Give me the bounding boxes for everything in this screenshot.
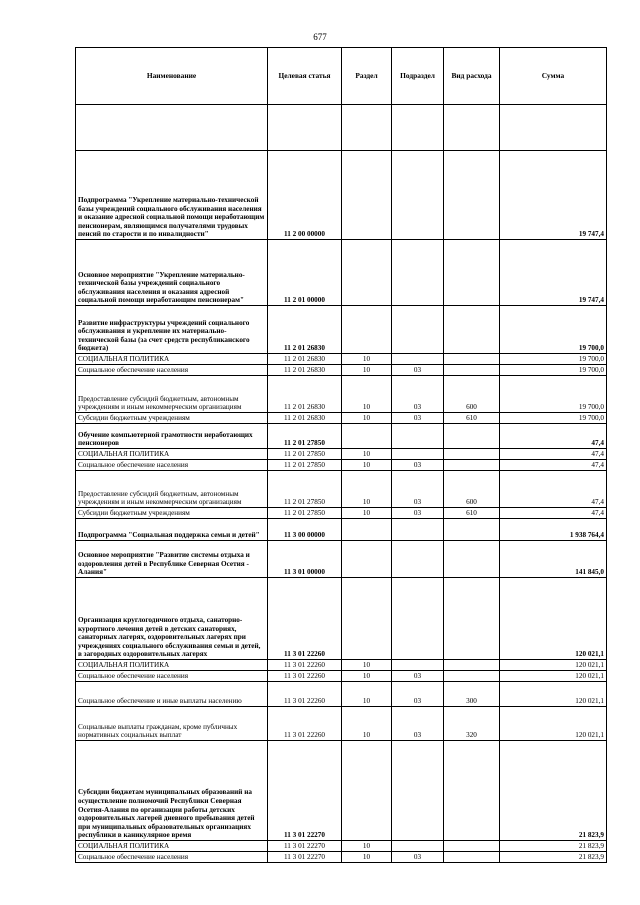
cell-subsection: 03: [392, 365, 444, 376]
cell-sum: 141 845,0: [500, 541, 607, 578]
cell-code: 11 2 01 26830: [268, 365, 342, 376]
cell-code: 11 2 01 27850: [268, 424, 342, 449]
cell-sum: 19 700,0: [500, 365, 607, 376]
cell-exp-type: [444, 519, 500, 541]
cell-exp-type: [444, 660, 500, 671]
cell-exp-type: [444, 852, 500, 863]
table-row: [76, 852, 607, 863]
cell-name: Социальное обеспечение населения: [76, 365, 268, 376]
header-section: Раздел: [342, 48, 392, 105]
cell-code: 11 3 01 22260: [268, 682, 342, 707]
header-subsection: Подраздел: [392, 48, 444, 105]
cell-exp-type: 600: [444, 376, 500, 413]
cell-name: Основное мероприятие "Развитие системы отдыха и оздоровления детей в Республике Северная Осетия - Алания": [76, 541, 268, 578]
cell-sum: 19 747,4: [500, 240, 607, 306]
cell-name: Предоставление субсидий бюджетным, автономным учреждениям и иным некоммерческим организациям: [76, 376, 268, 413]
cell-section: 10: [342, 852, 392, 863]
cell-section: 10: [342, 471, 392, 508]
cell-section: 10: [342, 707, 392, 741]
table-row: [76, 741, 607, 841]
cell-name: СОЦИАЛЬНАЯ ПОЛИТИКА: [76, 660, 268, 671]
cell-subsection: [392, 424, 444, 449]
cell-name: СОЦИАЛЬНАЯ ПОЛИТИКА: [76, 841, 268, 852]
cell-exp-type: 320: [444, 707, 500, 741]
cell-subsection: 03: [392, 707, 444, 741]
cell-section: [342, 424, 392, 449]
cell-exp-type: [444, 841, 500, 852]
cell-section: 10: [342, 365, 392, 376]
cell-sum: 19 700,0: [500, 376, 607, 413]
cell-name: Подпрограмма "Укрепление материально-технической базы учреждений социального обслуживания населения и оказание адресной социальной помощи неработающим пенсионерам, являющимся получателями трудовых пенсий по старости и по инвалидности": [76, 151, 268, 240]
cell-section: 10: [342, 460, 392, 471]
cell-section: 10: [342, 682, 392, 707]
header-row: [76, 48, 607, 105]
cell-exp-type: [444, 151, 500, 240]
cell-sum: 1 938 764,4: [500, 519, 607, 541]
cell-section: [342, 240, 392, 306]
cell-code: 11 2 01 26830: [268, 306, 342, 354]
cell-name: СОЦИАЛЬНАЯ ПОЛИТИКА: [76, 354, 268, 365]
cell-code: 11 3 01 22270: [268, 741, 342, 841]
header-sum: Сумма: [500, 48, 607, 105]
cell-name: Социальное обеспечение и иные выплаты населению: [76, 682, 268, 707]
cell-name: СОЦИАЛЬНАЯ ПОЛИТИКА: [76, 449, 268, 460]
cell-sum: 47,4: [500, 508, 607, 519]
cell-section: [342, 578, 392, 660]
cell-subsection: 03: [392, 460, 444, 471]
cell-exp-type: [444, 741, 500, 841]
cell-section: 10: [342, 508, 392, 519]
cell-exp-type: 610: [444, 508, 500, 519]
cell-subsection: [392, 354, 444, 365]
cell-subsection: [392, 306, 444, 354]
cell-subsection: 03: [392, 413, 444, 424]
cell-code: 11 3 01 22260: [268, 671, 342, 682]
cell-sum: 19 700,0: [500, 354, 607, 365]
cell-exp-type: [444, 306, 500, 354]
cell-name: Субсидии бюджетным учреждениям: [76, 508, 268, 519]
cell-exp-type: [444, 541, 500, 578]
cell-sum: 47,4: [500, 449, 607, 460]
cell-sum: 120 021,1: [500, 682, 607, 707]
cell-code: 11 2 01 27850: [268, 508, 342, 519]
cell-subsection: [392, 578, 444, 660]
cell-exp-type: 610: [444, 413, 500, 424]
cell-code: 11 2 01 26830: [268, 354, 342, 365]
cell-section: 10: [342, 413, 392, 424]
table-row: [76, 707, 607, 741]
cell-code: 11 3 01 00000: [268, 541, 342, 578]
cell-subsection: [392, 741, 444, 841]
table-row: [76, 682, 607, 707]
cell-section: 10: [342, 376, 392, 413]
table-row: [76, 413, 607, 424]
cell-exp-type: [444, 354, 500, 365]
cell-subsection: 03: [392, 671, 444, 682]
cell-code: 11 3 01 22260: [268, 578, 342, 660]
cell-section: 10: [342, 660, 392, 671]
table-row: [76, 376, 607, 413]
table-row: [76, 508, 607, 519]
header-spacer-row: [76, 105, 607, 151]
cell-subsection: [392, 449, 444, 460]
cell-name: Социальные выплаты гражданам, кроме публичных нормативных социальных выплат: [76, 707, 268, 741]
cell-subsection: 03: [392, 508, 444, 519]
cell-subsection: 03: [392, 376, 444, 413]
cell-section: [342, 519, 392, 541]
cell-code: 11 2 01 00000: [268, 240, 342, 306]
budget-table: [75, 47, 607, 863]
cell-sum: 47,4: [500, 471, 607, 508]
cell-section: 10: [342, 354, 392, 365]
cell-subsection: 03: [392, 852, 444, 863]
cell-code: 11 2 01 26830: [268, 413, 342, 424]
cell-sum: 47,4: [500, 424, 607, 449]
cell-code: 11 2 01 27850: [268, 471, 342, 508]
cell-subsection: [392, 151, 444, 240]
cell-name: Обучение компьютерной грамотности неработающих пенсионеров: [76, 424, 268, 449]
cell-exp-type: [444, 365, 500, 376]
cell-section: [342, 541, 392, 578]
cell-name: Социальное обеспечение населения: [76, 671, 268, 682]
cell-name: Предоставление субсидий бюджетным, автономным учреждениям и иным некоммерческим организациям: [76, 471, 268, 508]
cell-subsection: [392, 240, 444, 306]
cell-name: Подпрограмма "Социальная поддержка семьи и детей": [76, 519, 268, 541]
cell-sum: 19 700,0: [500, 306, 607, 354]
cell-name: Развитие инфраструктуры учреждений социального обслуживания и укрепление их материально-технической базы (за счет средств республиканского бюджета): [76, 306, 268, 354]
cell-code: 11 2 01 27850: [268, 460, 342, 471]
cell-subsection: 03: [392, 471, 444, 508]
cell-section: [342, 306, 392, 354]
table-row: [76, 240, 607, 306]
cell-sum: 21 823,9: [500, 741, 607, 841]
table-row: [76, 424, 607, 449]
header-code: Целевая статья: [268, 48, 342, 105]
cell-name: Субсидии бюджетам муниципальных образований на осуществление полномочий Республики Северная Осетия-Алания по организации работы детских оздоровительных лагерей дневного пребывания детей при муниципальных образовательных организациях республики в каникулярное время: [76, 741, 268, 841]
table-row: [76, 460, 607, 471]
cell-name: Основное мероприятие "Укрепление материально-технической базы учреждений социального обслуживания населения и оказания адресной социальной помощи неработающим пенсионерам": [76, 240, 268, 306]
cell-sum: 120 021,1: [500, 707, 607, 741]
cell-code: 11 2 00 00000: [268, 151, 342, 240]
cell-name: Организация круглогодичного отдыха, санаторно-курортного лечения детей в детских санаториях, санаторных лагерях, оздоровительных лагерях при учреждениях социального обслуживания семьи и детей, в загородных оздоровительных лагерях: [76, 578, 268, 660]
cell-name: Субсидии бюджетным учреждениям: [76, 413, 268, 424]
cell-code: 11 3 01 22260: [268, 660, 342, 671]
cell-sum: 21 823,9: [500, 852, 607, 863]
header-name: Наименование: [76, 48, 268, 105]
cell-section: 10: [342, 449, 392, 460]
cell-sum: 120 021,1: [500, 660, 607, 671]
cell-name: Социальное обеспечение населения: [76, 460, 268, 471]
page-number: 677: [313, 32, 327, 42]
cell-subsection: [392, 519, 444, 541]
table-row: [76, 151, 607, 240]
cell-section: [342, 151, 392, 240]
cell-code: 11 3 01 22270: [268, 841, 342, 852]
cell-sum: 19 700,0: [500, 413, 607, 424]
cell-exp-type: [444, 424, 500, 449]
cell-code: 11 2 01 27850: [268, 449, 342, 460]
cell-exp-type: [444, 449, 500, 460]
cell-section: 10: [342, 841, 392, 852]
table-row: [76, 671, 607, 682]
header-exp-type: Вид расхода: [444, 48, 500, 105]
cell-sum: 120 021,1: [500, 578, 607, 660]
cell-exp-type: [444, 240, 500, 306]
cell-sum: 19 747,4: [500, 151, 607, 240]
table-row: [76, 365, 607, 376]
table-row: [76, 660, 607, 671]
table-row: [76, 541, 607, 578]
cell-subsection: [392, 541, 444, 578]
cell-exp-type: [444, 671, 500, 682]
cell-subsection: 03: [392, 682, 444, 707]
table-row: [76, 354, 607, 365]
cell-sum: 47,4: [500, 460, 607, 471]
cell-exp-type: [444, 460, 500, 471]
cell-subsection: [392, 660, 444, 671]
cell-name: Социальное обеспечение населения: [76, 852, 268, 863]
cell-code: 11 3 01 22270: [268, 852, 342, 863]
cell-exp-type: 300: [444, 682, 500, 707]
cell-sum: 120 021,1: [500, 671, 607, 682]
cell-sum: 21 823,9: [500, 841, 607, 852]
cell-exp-type: [444, 578, 500, 660]
table-row: [76, 578, 607, 660]
cell-exp-type: 600: [444, 471, 500, 508]
cell-code: 11 3 01 22260: [268, 707, 342, 741]
cell-section: 10: [342, 671, 392, 682]
table-row: [76, 306, 607, 354]
table-row: [76, 519, 607, 541]
cell-subsection: [392, 841, 444, 852]
cell-code: 11 2 01 26830: [268, 376, 342, 413]
cell-code: 11 3 00 00000: [268, 519, 342, 541]
table-row: [76, 841, 607, 852]
cell-section: [342, 741, 392, 841]
table-row: [76, 449, 607, 460]
table-row: [76, 471, 607, 508]
